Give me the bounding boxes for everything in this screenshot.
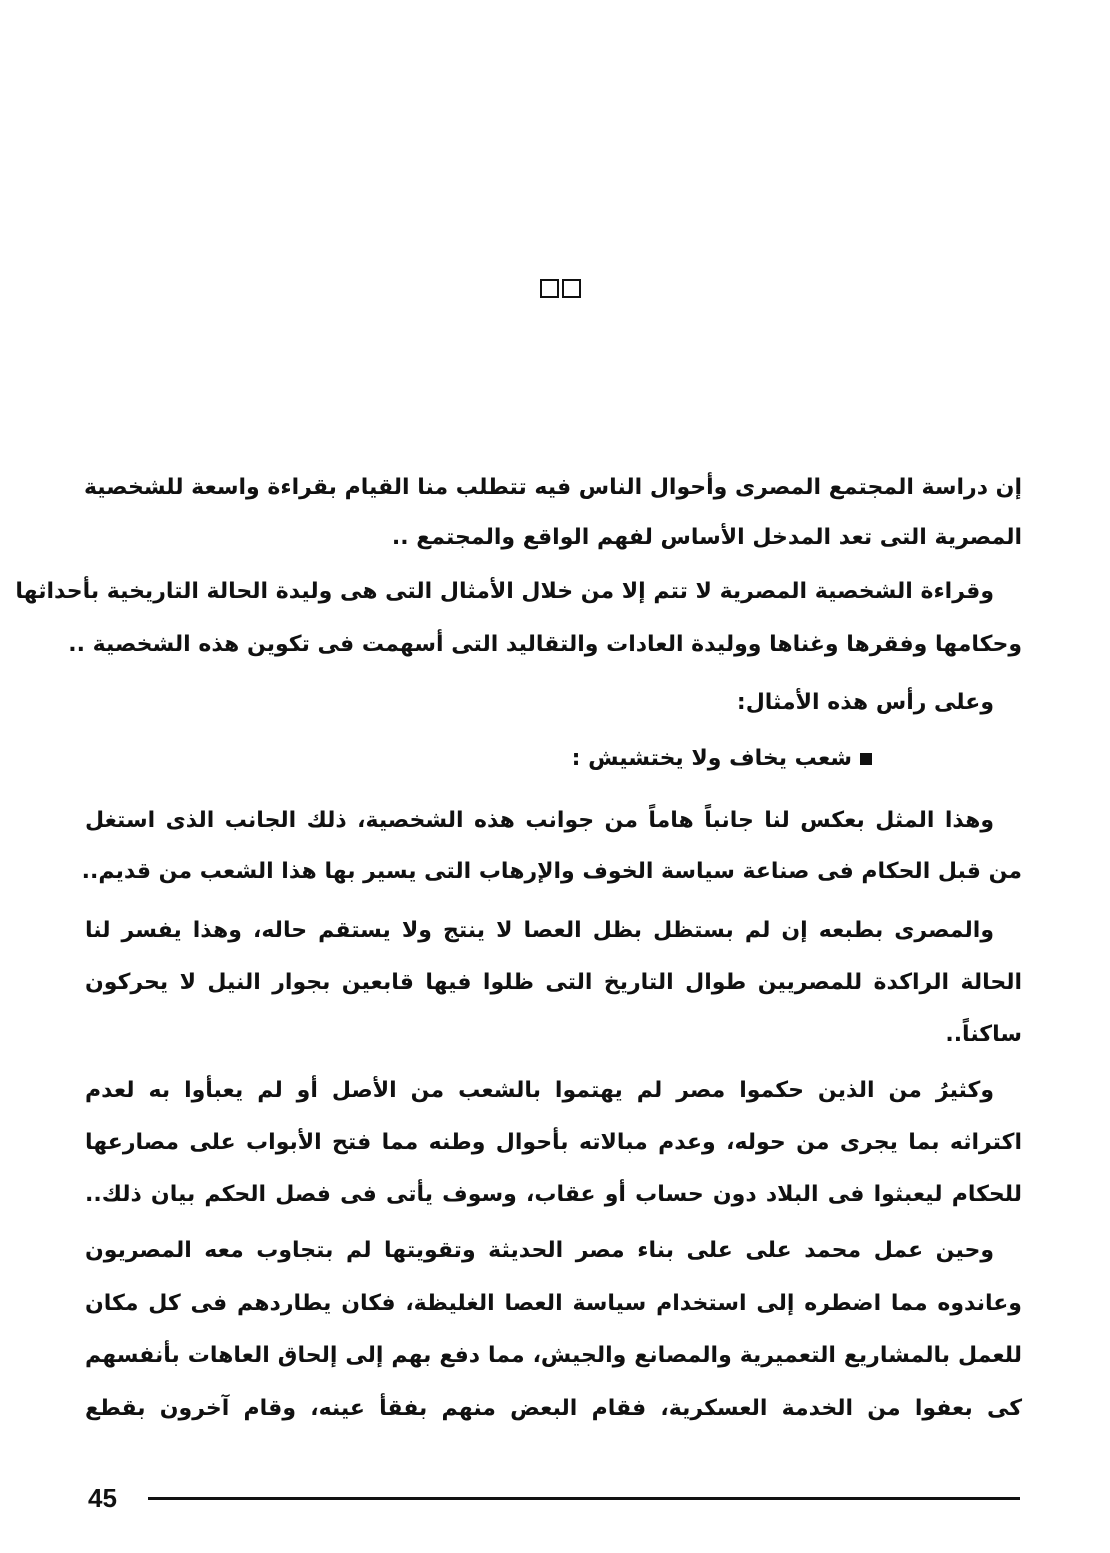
box-icon xyxy=(562,279,581,298)
text-line: ساكناً.. xyxy=(945,1022,1022,1047)
page-number: 45 xyxy=(88,1483,117,1513)
text-line: كى بعفوا من الخدمة العسكرية، فقام البعض منهم بفقأ عينه، وقام آخرون بقطع xyxy=(85,1396,1022,1421)
text-line: الحالة الراكدة للمصريين طوال التاريخ التى ظلوا فيها قابعين بجوار النيل لا يحركون xyxy=(85,970,1022,995)
footer-rule xyxy=(148,1497,1020,1500)
text-line: وعلى رأس هذه الأمثال: xyxy=(736,690,994,715)
text-line: وكثيرُ من الذين حكموا مصر لم يهتموا بالشعب من الأصل أو لم يعبأوا به لعدم xyxy=(85,1078,994,1103)
header-mark xyxy=(540,279,581,298)
text-line: وقراءة الشخصية المصرية لا تتم إلا من خلال الأمثال التى هى وليدة الحالة التاريخية بأحداثها xyxy=(15,579,994,604)
text-line: وعاندوه مما اضطره إلى استخدام سياسة العصا الغليظة، فكان يطاردهم فى كل مكان xyxy=(85,1291,1022,1316)
text-line: للعمل بالمشاريع التعميرية والمصانع والجيش، مما دفع بهم إلى إلحاق العاهات بأنفسهم xyxy=(85,1343,1022,1368)
text-line: والمصرى بطبعه إن لم بستظل بظل العصا لا ينتج ولا يستقم حاله، وهذا يفسر لنا xyxy=(85,918,994,943)
box-icon xyxy=(540,279,559,298)
text-line: وحكامها وفقرها وغناها ووليدة العادات والتقاليد التى أسهمت فى تكوين هذه الشخصية .. xyxy=(68,632,1022,657)
bullet-square-icon xyxy=(860,753,872,765)
text-line: وحين عمل محمد على على بناء مصر الحديثة وتقويتها لم بتجاوب معه المصريون xyxy=(85,1238,994,1263)
text-line: وهذا المثل بعكس لنا جانباً هاماً من جوانب هذه الشخصية، ذلك الجانب الذى استغل xyxy=(85,808,994,833)
text-line: إن دراسة المجتمع المصرى وأحوال الناس فيه تتطلب منا القيام بقراءة واسعة للشخصية xyxy=(83,475,1022,500)
proverb-text: شعب يخاف ولا يختشيش : xyxy=(571,746,852,771)
text-line: للحكام ليعبثوا فى البلاد دون حساب أو عقاب، وسوف يأتى فى فصل الحكم بيان ذلك.. xyxy=(85,1182,1022,1207)
proverb-heading xyxy=(85,744,1022,774)
text-line: اكتراثه بما يجرى من حوله، وعدم مبالاته بأحوال وطنه مما فتح الأبواب على مصارعها xyxy=(85,1130,1022,1155)
text-line: من قبل الحكام فى صناعة سياسة الخوف والإرهاب التى يسير بها هذا الشعب من قديم.. xyxy=(81,859,1022,884)
text-line: المصرية التى تعد المدخل الأساس لفهم الواقع والمجتمع .. xyxy=(391,525,1022,550)
